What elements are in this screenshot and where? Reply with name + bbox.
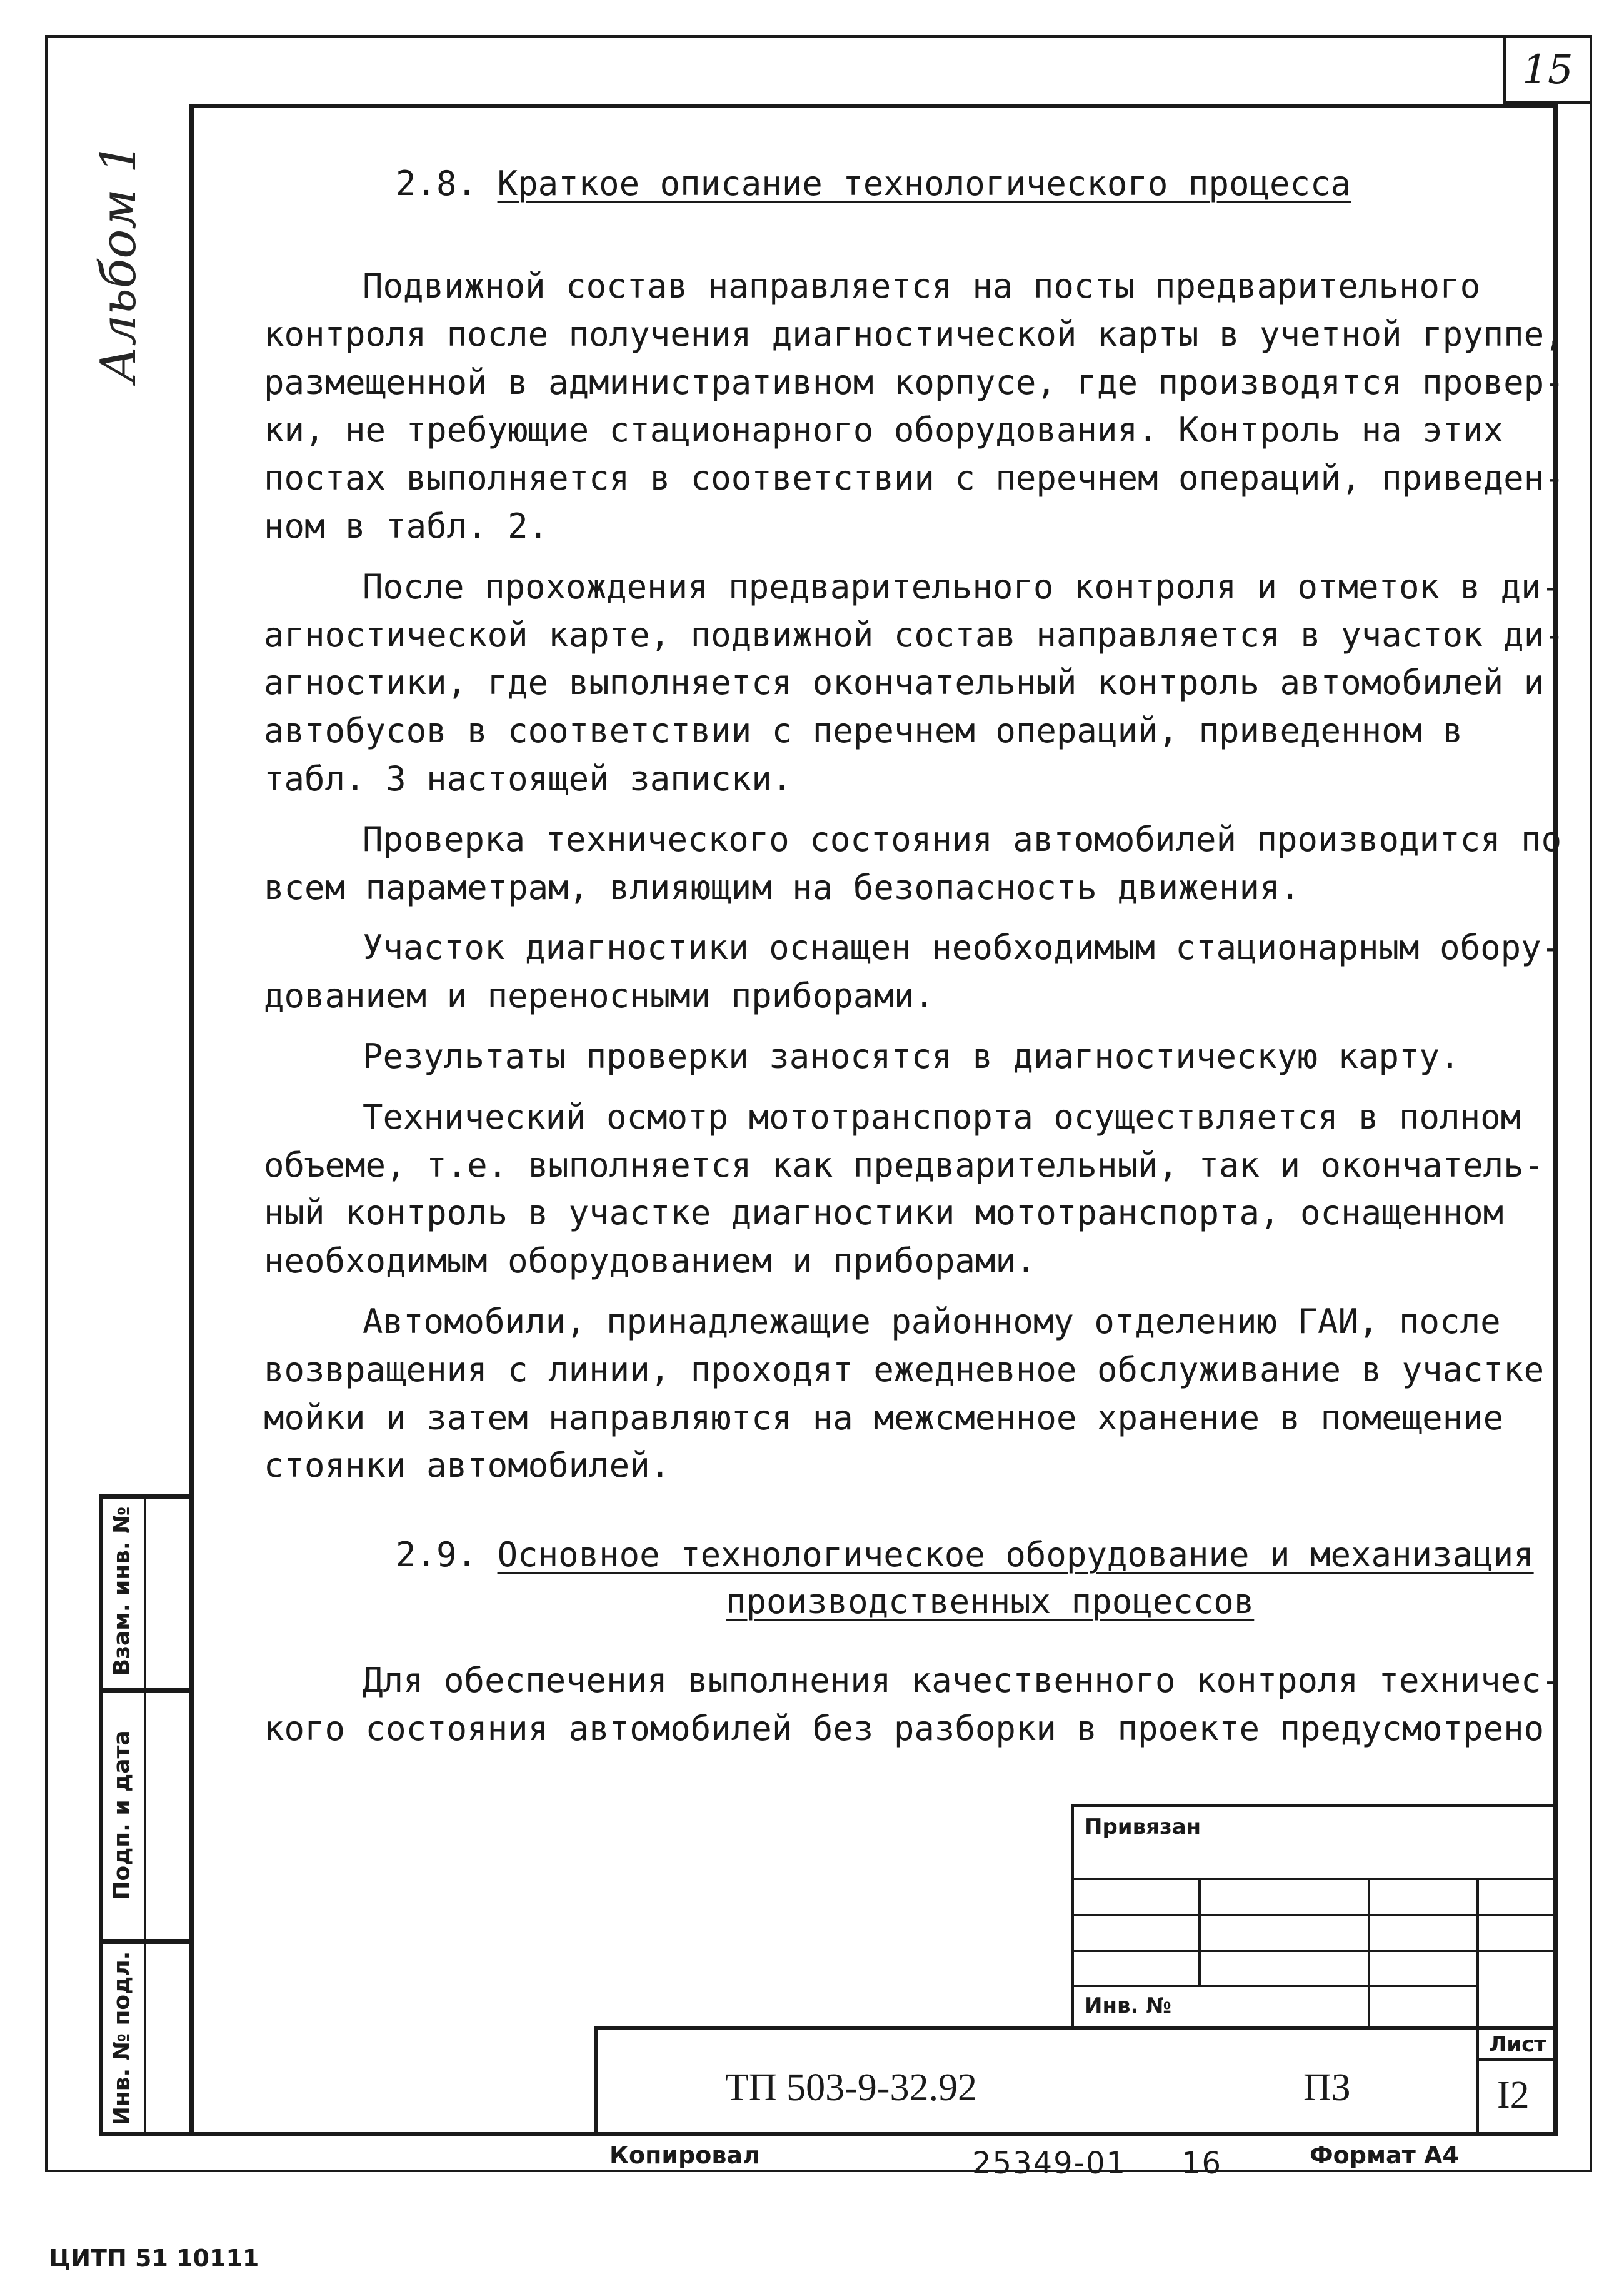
side-stamp-inner-line bbox=[144, 1494, 146, 2136]
format-label: Формат А4 bbox=[1310, 2141, 1459, 2169]
inv-podl-label: Инв. № подл. bbox=[109, 1951, 135, 2126]
section-2-9-body bbox=[264, 1657, 1562, 1753]
paragraph-3: Проверка технического состояния автомобилей производится по всем параметрам, влияющим на безопасность движения. bbox=[264, 819, 1562, 907]
section-2-9-number: 2.9. bbox=[396, 1535, 478, 1574]
section-2-8-title: Краткое описание технологического процесса bbox=[497, 164, 1351, 203]
tb-upper-top-border bbox=[1071, 1804, 1558, 1807]
paragraph-4: Участок диагностики оснащен необходимым стационарным обору- дованием и переносными приборами. bbox=[264, 928, 1562, 1016]
paragraph-5: Результаты проверки заносятся в диагностическую карту. bbox=[363, 1036, 1460, 1076]
tb-col-line-3 bbox=[1476, 1878, 1479, 2136]
tb-col-line-1 bbox=[1198, 1878, 1201, 1987]
section-2-9-heading bbox=[396, 1535, 1534, 1574]
section-2-8-heading bbox=[396, 164, 1351, 203]
document-code: ТП 503-9-32.92 bbox=[725, 2066, 977, 2109]
list-label: Лист bbox=[1489, 2032, 1546, 2057]
kopiroval-label: Копировал bbox=[609, 2141, 760, 2169]
tb-list-divider bbox=[1476, 2058, 1558, 2061]
section-2-8-body bbox=[264, 263, 1565, 1490]
privyazan-label: Привязан bbox=[1085, 1814, 1201, 1839]
tb-row-line-3 bbox=[1071, 1950, 1558, 1952]
podp-data-label: Подп. и дата bbox=[109, 1730, 135, 1900]
publisher-mark: ЦИТП 51 10111 bbox=[49, 2245, 259, 2272]
tb-row-line-4 bbox=[1071, 1985, 1478, 1987]
tb-row-line-1 bbox=[1071, 1878, 1558, 1880]
paragraph-6: Технический осмотр мототранспорта осуществляется в полном объеме, т.е. выполняется как предварительный, так и окончатель- ный контроль в участке диагностики мототранспорта, оснащенном необходимым оборудованием и приборами. bbox=[264, 1097, 1545, 1281]
vzam-inv-label: Взам. инв. № bbox=[109, 1506, 135, 1676]
section-2-9-heading-line2 bbox=[726, 1582, 1254, 1621]
tb-main-top-border bbox=[594, 2026, 1558, 2030]
copy-sheet-number: 16 bbox=[1181, 2146, 1223, 2181]
paragraph-2: После прохождения предварительного контроля и отметок в ди- агностической карте, подвижной состав направляется в участок ди- агностики, где выполняется окончательный контроль автомобилей и автобусов в соответствии с перечнем операций, приведенном в табл. 3 настоящей записки. bbox=[264, 566, 1565, 798]
section-2-9-title-line1: Основное технологическое оборудование и механизация bbox=[497, 1535, 1534, 1574]
section-2-9-title-line2: производственных процессов bbox=[726, 1582, 1255, 1621]
tb-main-left-border bbox=[594, 2026, 598, 2136]
inner-frame-bottom bbox=[189, 2132, 1558, 2136]
sheet-number: I2 bbox=[1497, 2074, 1530, 2116]
tb-col-line-2 bbox=[1368, 1878, 1370, 2028]
paragraph-7: Автомобили, принадлежащие районному отделению ГАИ, после возвращения с линии, проходят ежедневное обслуживание в участке мойки и затем направляются на межсменное хранение в помещение стоянки автомобилей. bbox=[264, 1301, 1545, 1486]
section-2-8-number: 2.8. bbox=[396, 164, 478, 203]
page-number: 15 bbox=[1522, 47, 1573, 93]
tb-row-line-2 bbox=[1071, 1914, 1558, 1916]
document-type: ПЗ bbox=[1303, 2066, 1351, 2109]
album-note: Альбом 1 bbox=[91, 142, 147, 383]
inv-no-label: Инв. № bbox=[1085, 1993, 1172, 2018]
order-number: 25349-01 bbox=[972, 2146, 1127, 2181]
section-2-9-paragraph: Для обеспечения выполнения качественного контроля техничес- кого состояния автомобилей без разборки в проекте предусмотрено bbox=[264, 1661, 1562, 1748]
paragraph-1: Подвижной состав направляется на посты предварительного контроля после получения диагностической карты в учетной группе, размещенной в административном корпусе, где производятся провер- ки, не требующие стационарного оборудования. Контроль на этих постах выполняется в соответствии с перечнем операций, приведен- ном в табл. 2. bbox=[264, 266, 1565, 546]
